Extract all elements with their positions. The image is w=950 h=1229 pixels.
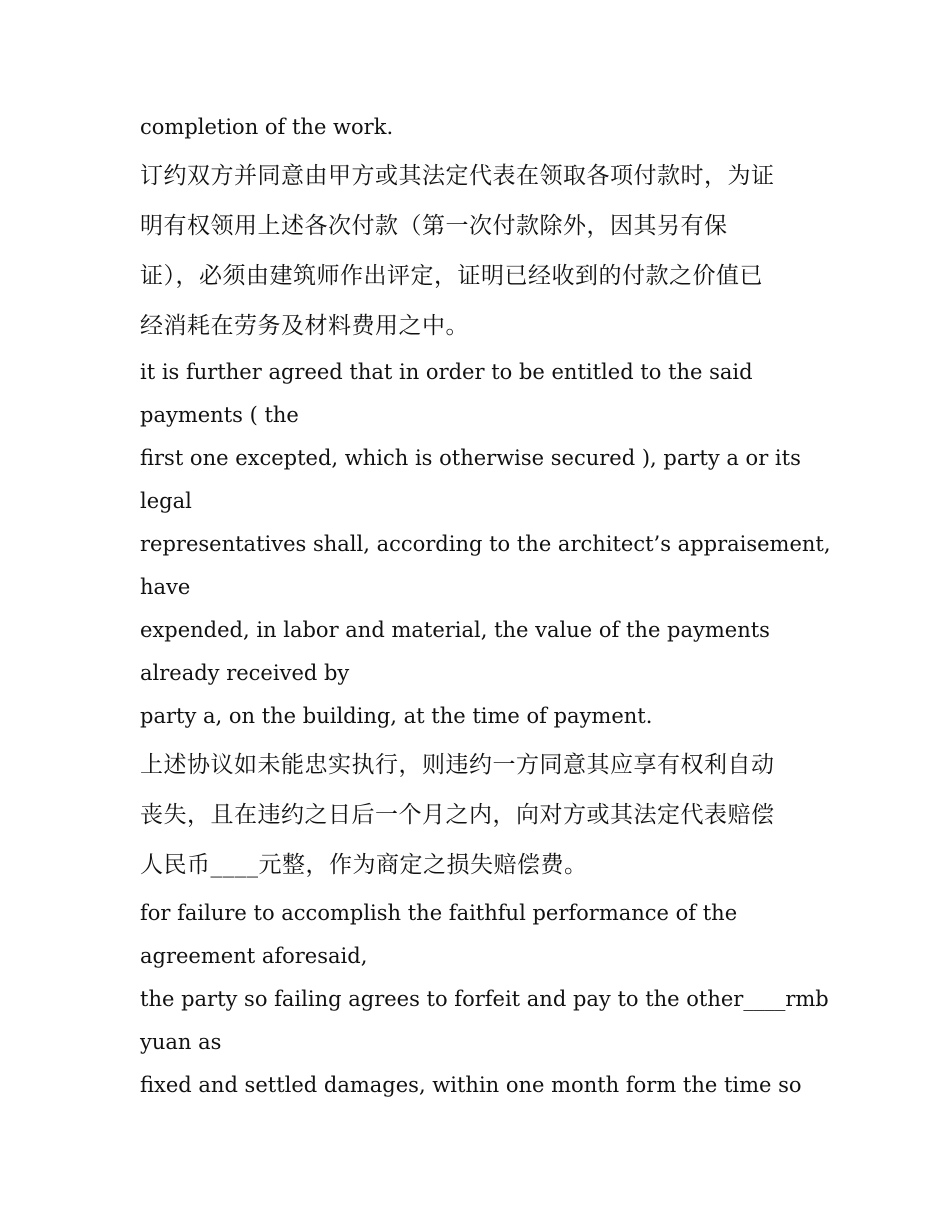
text-line: legal [140,489,192,513]
text-line: representatives shall, according to the architect’s appraisement, [140,532,831,556]
text-line: 经消耗在劳务及材料费用之中。 [140,313,469,339]
text-line: it is further agreed that in order to be entitled to the said [140,360,753,384]
text-line: party a, on the building, at the time of payment. [140,704,653,728]
text-line: payments ( the [140,403,299,427]
text-line: the party so failing agrees to forfeit and pay to the other____rmb [140,987,829,1011]
text-line: 订约双方并同意由甲方或其法定代表在领取各项付款时，为证 [140,163,775,189]
text-line: yuan as [140,1030,222,1054]
text-line: fixed and settled damages, within one month form the time so [140,1073,802,1097]
text-line: for failure to accomplish the faithful performance of the [140,901,738,925]
text-line: already received by [140,661,350,685]
text-line: agreement aforesaid, [140,944,368,968]
text-line: 丧失，且在违约之日后一个月之内，向对方或其法定代表赔偿 [140,802,775,828]
document-body [140,106,831,1107]
text-line: 上述协议如未能忠实执行，则违约一方同意其应享有权利自动 [140,752,775,778]
text-line: 证），必须由建筑师作出评定，证明已经收到的付款之价值已 [140,263,763,289]
text-line: 人民币____元整，作为商定之损失赔偿费。 [140,852,588,878]
text-line: 明有权领用上述各次付款（第一次付款除外，因其另有保 [140,213,728,239]
text-line: completion of the work. [140,115,394,139]
text-line: first one excepted, which is otherwise secured ), party a or its [140,446,801,470]
text-line: have [140,575,191,599]
text-line: expended, in labor and material, the value of the payments [140,618,770,642]
